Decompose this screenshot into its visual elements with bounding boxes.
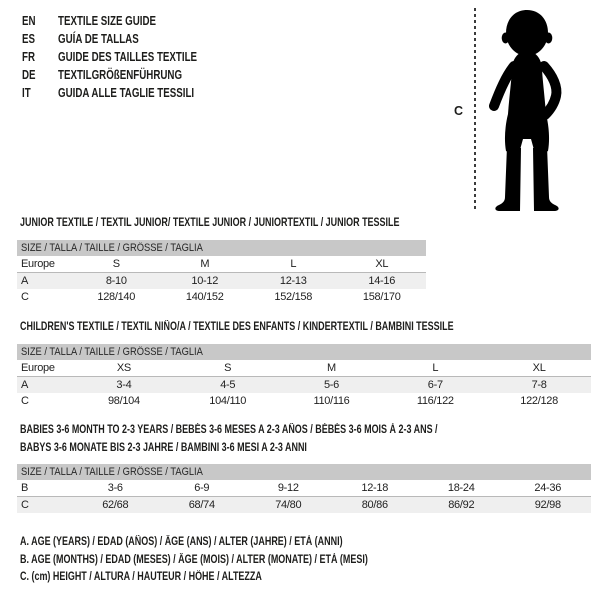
row-label: C bbox=[21, 395, 29, 407]
row-label: C bbox=[21, 499, 29, 511]
size-cell: 140/152 bbox=[185, 291, 224, 303]
size-cell: 128/140 bbox=[97, 291, 136, 303]
size-cell: 12-13 bbox=[279, 275, 307, 287]
size-cell: 3-6 bbox=[72, 480, 159, 497]
table-row bbox=[17, 360, 591, 377]
size-cell: 62/68 bbox=[102, 499, 129, 511]
height-label-c: C bbox=[454, 104, 464, 118]
table-row bbox=[17, 289, 426, 305]
table-row bbox=[17, 393, 591, 409]
junior-size-table bbox=[17, 256, 426, 305]
babies-table-title bbox=[20, 421, 555, 457]
size-cell: 104/110 bbox=[209, 395, 247, 407]
language-code: IT bbox=[22, 86, 31, 100]
height-dashed-line bbox=[474, 8, 476, 212]
size-cell: S bbox=[72, 256, 161, 273]
size-cell: 5-6 bbox=[323, 379, 339, 391]
size-cell: M bbox=[280, 360, 384, 377]
size-header-label: SIZE / TALLA / TAILLE / GRÖSSE / TAGLIA bbox=[21, 466, 203, 478]
row-label: A bbox=[21, 275, 29, 287]
language-title: TEXTILE SIZE GUIDE bbox=[58, 14, 157, 28]
footnote-a-text: A. AGE (YEARS) / EDAD (AÑOS) / ÂGE (ANS) / ALTER (JAHRE) / ETÀ (ANNI) bbox=[20, 536, 343, 548]
row-label: B bbox=[17, 480, 72, 497]
table-row bbox=[17, 480, 591, 497]
language-code: EN bbox=[22, 14, 36, 28]
size-cell: 3-4 bbox=[116, 379, 132, 391]
size-cell: 110/116 bbox=[313, 395, 350, 407]
babies-table-section bbox=[17, 464, 591, 513]
row-label: Europe bbox=[17, 360, 72, 377]
size-cell: M bbox=[161, 256, 250, 273]
size-cell: 12-18 bbox=[332, 480, 419, 497]
size-header-bar bbox=[17, 464, 591, 480]
size-cell: 68/74 bbox=[188, 499, 215, 511]
language-title: GUÍA DE TALLAS bbox=[58, 32, 139, 46]
size-cell: 7-8 bbox=[531, 379, 547, 391]
size-cell: 98/104 bbox=[107, 395, 140, 407]
footnote-b bbox=[20, 552, 466, 570]
size-cell: XS bbox=[72, 360, 176, 377]
size-cell: 92/98 bbox=[534, 499, 561, 511]
size-cell: 116/122 bbox=[416, 395, 454, 407]
table-row bbox=[17, 497, 591, 514]
size-cell: 152/158 bbox=[274, 291, 313, 303]
size-cell: 86/92 bbox=[448, 499, 475, 511]
children-table-section bbox=[17, 344, 591, 409]
junior-table-title bbox=[20, 214, 506, 232]
language-code: FR bbox=[22, 50, 36, 64]
junior-table-title-text: JUNIOR TEXTILE / TEXTIL JUNIOR/ TEXTILE JUNIOR / JUNIORTEXTIL / JUNIOR TESSILE bbox=[20, 217, 400, 229]
footnote-b-text: B. AGE (MONTHS) / EDAD (MESES) / ÂGE (MOIS) / ALTER (MONATE) / ETÀ (MESI) bbox=[20, 553, 368, 566]
size-cell: 122/128 bbox=[520, 395, 558, 407]
size-cell: 74/80 bbox=[275, 499, 302, 511]
size-cell: 10-12 bbox=[191, 275, 219, 287]
footnote-c bbox=[20, 569, 466, 587]
size-cell: XL bbox=[487, 360, 591, 377]
size-cell: 158/170 bbox=[362, 291, 401, 303]
table-row bbox=[17, 273, 426, 290]
language-title: GUIDA ALLE TAGLIE TESSILI bbox=[58, 86, 195, 100]
footnote-a bbox=[20, 534, 466, 552]
size-header-bar bbox=[17, 344, 591, 360]
table-row bbox=[17, 377, 591, 394]
size-cell: 8-10 bbox=[105, 275, 127, 287]
size-cell: L bbox=[383, 360, 487, 377]
babies-table-title-line2: BABYS 3-6 MONATE BIS 2-3 JAHRE / BAMBINI 3-6 MESI A 2-3 ANNI bbox=[20, 442, 307, 454]
size-cell: 18-24 bbox=[418, 480, 505, 497]
children-size-table bbox=[17, 360, 591, 409]
toddler-silhouette-icon bbox=[487, 8, 579, 212]
size-header-bar bbox=[17, 240, 426, 256]
size-cell: S bbox=[176, 360, 280, 377]
size-cell: 80/86 bbox=[361, 499, 388, 511]
table-row bbox=[17, 256, 426, 273]
size-cell: 4-5 bbox=[220, 379, 236, 391]
size-cell: 6-7 bbox=[427, 379, 443, 391]
size-cell: 14-16 bbox=[368, 275, 396, 287]
size-cell: 24-36 bbox=[505, 480, 592, 497]
language-code: DE bbox=[22, 68, 36, 82]
row-label: C bbox=[21, 291, 29, 303]
row-label: Europe bbox=[17, 256, 72, 273]
language-title: TEXTILGRÖßENFÜHRUNG bbox=[58, 68, 183, 82]
size-cell: 9-12 bbox=[245, 480, 332, 497]
size-cell: L bbox=[249, 256, 338, 273]
size-cell: XL bbox=[338, 256, 427, 273]
babies-table-title-line1: BABIES 3-6 MONTH TO 2-3 YEARS / BEBÉS 3-6 MESES A 2-3 AÑOS / BÉBÉS 3-6 MOIS À 2-3 ANS / bbox=[20, 424, 438, 436]
size-header-label: SIZE / TALLA / TAILLE / GRÖSSE / TAGLIA bbox=[21, 346, 203, 358]
children-table-title-text: CHILDREN'S TEXTILE / TEXTIL NIÑO/A / TEXTILE DES ENFANTS / KINDERTEXTIL / BAMBINI TESSILE bbox=[20, 321, 454, 333]
size-cell: 6-9 bbox=[159, 480, 246, 497]
footnote-c-text: C. (cm) HEIGHT / ALTURA / HAUTEUR / HÖHE / ALTEZZA bbox=[20, 571, 262, 583]
row-label: A bbox=[21, 379, 29, 391]
children-table-title bbox=[20, 318, 576, 336]
language-title: GUIDE DES TAILLES TEXTILE bbox=[58, 50, 198, 64]
babies-size-table bbox=[17, 480, 591, 513]
junior-table-section bbox=[17, 240, 426, 305]
language-code: ES bbox=[22, 32, 36, 46]
footnote-legend bbox=[20, 534, 466, 587]
size-header-label: SIZE / TALLA / TAILLE / GRÖSSE / TAGLIA bbox=[21, 242, 203, 254]
